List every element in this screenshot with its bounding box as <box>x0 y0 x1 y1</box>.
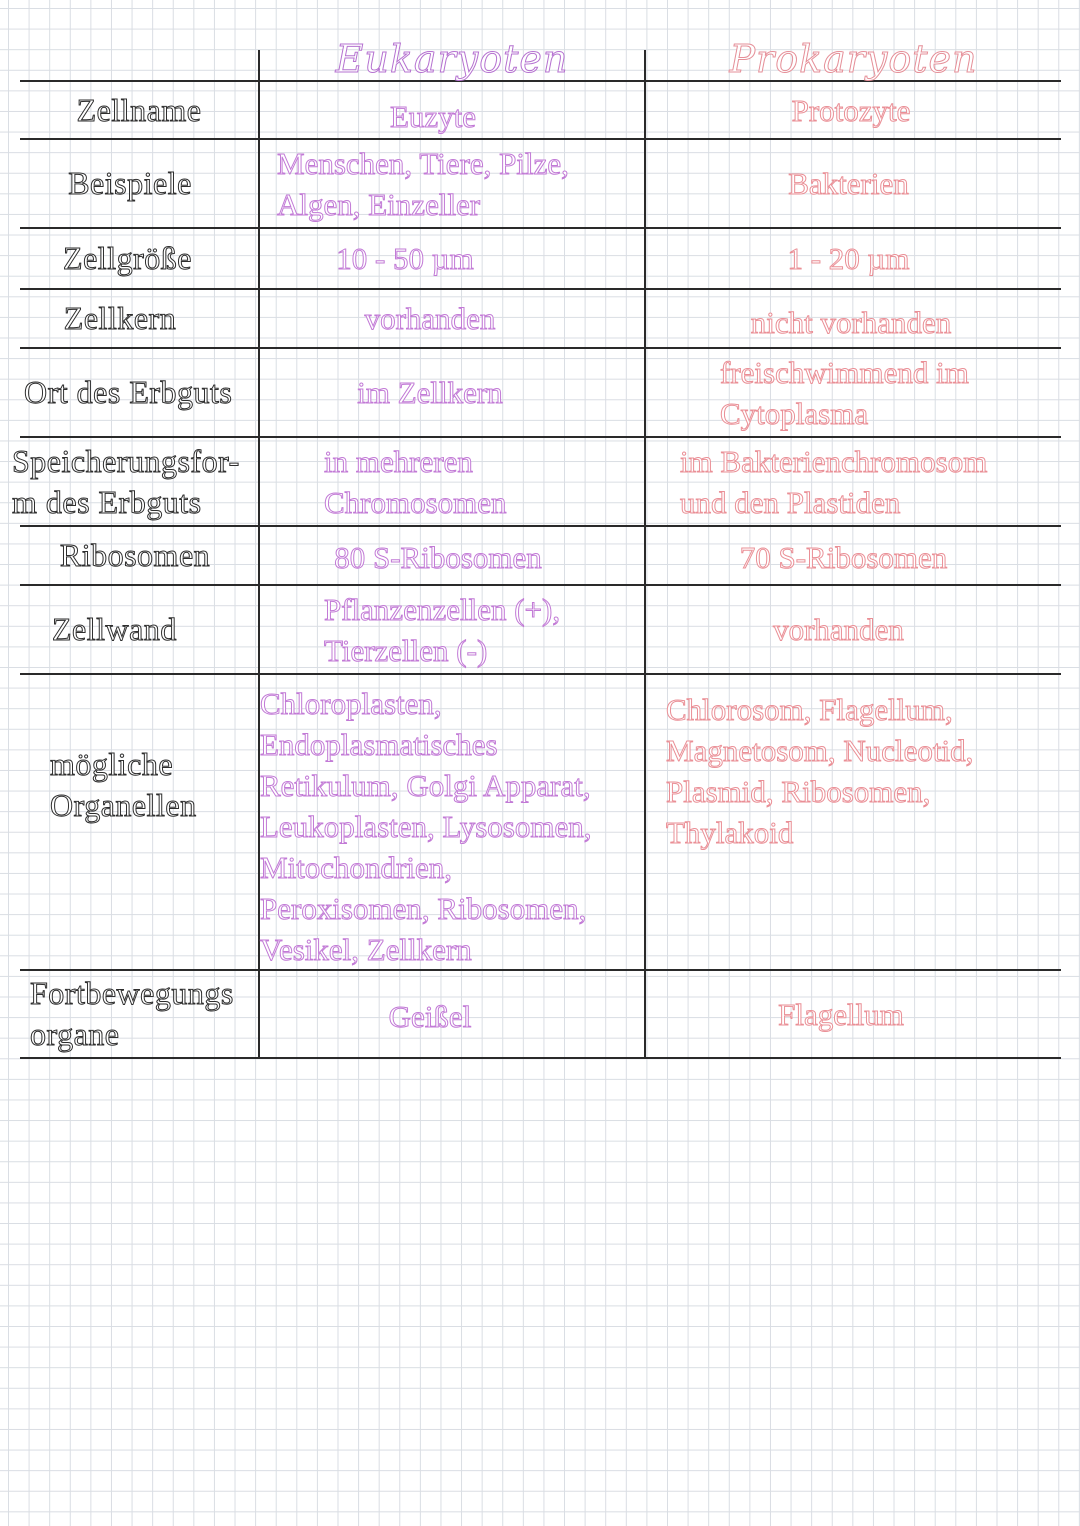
euk-fortbewegungsorgane: Geißel <box>388 998 472 1034</box>
pro-zellgroesse: 1 - 20 µm <box>787 241 910 276</box>
pro-beispiele: Bakterien <box>788 166 909 201</box>
row-label-beispiele: Beispiele <box>68 165 192 201</box>
row-label-fortbewegungsorgane: Fortbewegungs organe <box>30 975 234 1052</box>
pro-zellname: Protozyte <box>791 92 911 128</box>
euk-beispiele: Menschen, Tiere, Pilze, Algen, Einzeller <box>277 145 569 222</box>
euk-speicherungsform: in mehreren Chromosomen <box>324 443 507 520</box>
euk-ort-des-erbguts: im Zellkern <box>357 375 503 410</box>
row-label-zellkern: Zellkern <box>63 300 177 336</box>
pro-ribosomen: 70 S-Ribosomen <box>739 540 948 575</box>
pro-speicherungsform: im Bakterienchromosom und den Plastiden <box>680 443 988 520</box>
pro-moegliche-organellen: Chlorosom, Flagellum, Magnetosom, Nucleotid, Plasmid, Ribosomen, Thylakoid <box>666 692 974 850</box>
euk-zellwand: Pflanzenzellen (+), Tierzellen (-) <box>324 591 561 668</box>
pro-fortbewegungsorgane: Flagellum <box>778 996 904 1032</box>
row-label-ribosomen: Ribosomen <box>59 537 211 573</box>
header-eukaryoten: Eukaryoten <box>335 36 569 81</box>
row-label-speicherungsform: Speicherungsfor- m des Erbguts <box>12 442 240 520</box>
euk-ribosomen: 80 S-Ribosomen <box>334 540 542 575</box>
row-label-ort-des-erbguts: Ort des Erbguts <box>24 374 233 410</box>
euk-zellkern: vorhanden <box>364 301 496 336</box>
row-label-zellwand: Zellwand <box>52 611 177 647</box>
pro-ort-des-erbguts: freischwimmend im Cytoplasma <box>720 354 969 431</box>
row-label-zellgroesse: Zellgröße <box>63 240 192 276</box>
row-label-moegliche-organellen: mögliche Organellen <box>50 746 197 823</box>
pro-zellkern: nicht vorhanden <box>750 305 952 340</box>
header-prokaryoten: Prokaryoten <box>729 36 978 81</box>
euk-zellgroesse: 10 - 50 µm <box>336 241 474 276</box>
euk-moegliche-organellen: Chloroplasten, Endoplasmatisches Retikulum, Golgi Apparat, Leukoplasten, Lysosomen, Mitochondrien, Peroxisomen, Ribosomen, Vesikel, Zellkern <box>260 686 592 967</box>
euk-zellname: Euzyte <box>389 98 477 134</box>
pro-zellwand: vorhanden <box>773 612 904 647</box>
row-label-zellname: Zellname <box>76 91 202 128</box>
